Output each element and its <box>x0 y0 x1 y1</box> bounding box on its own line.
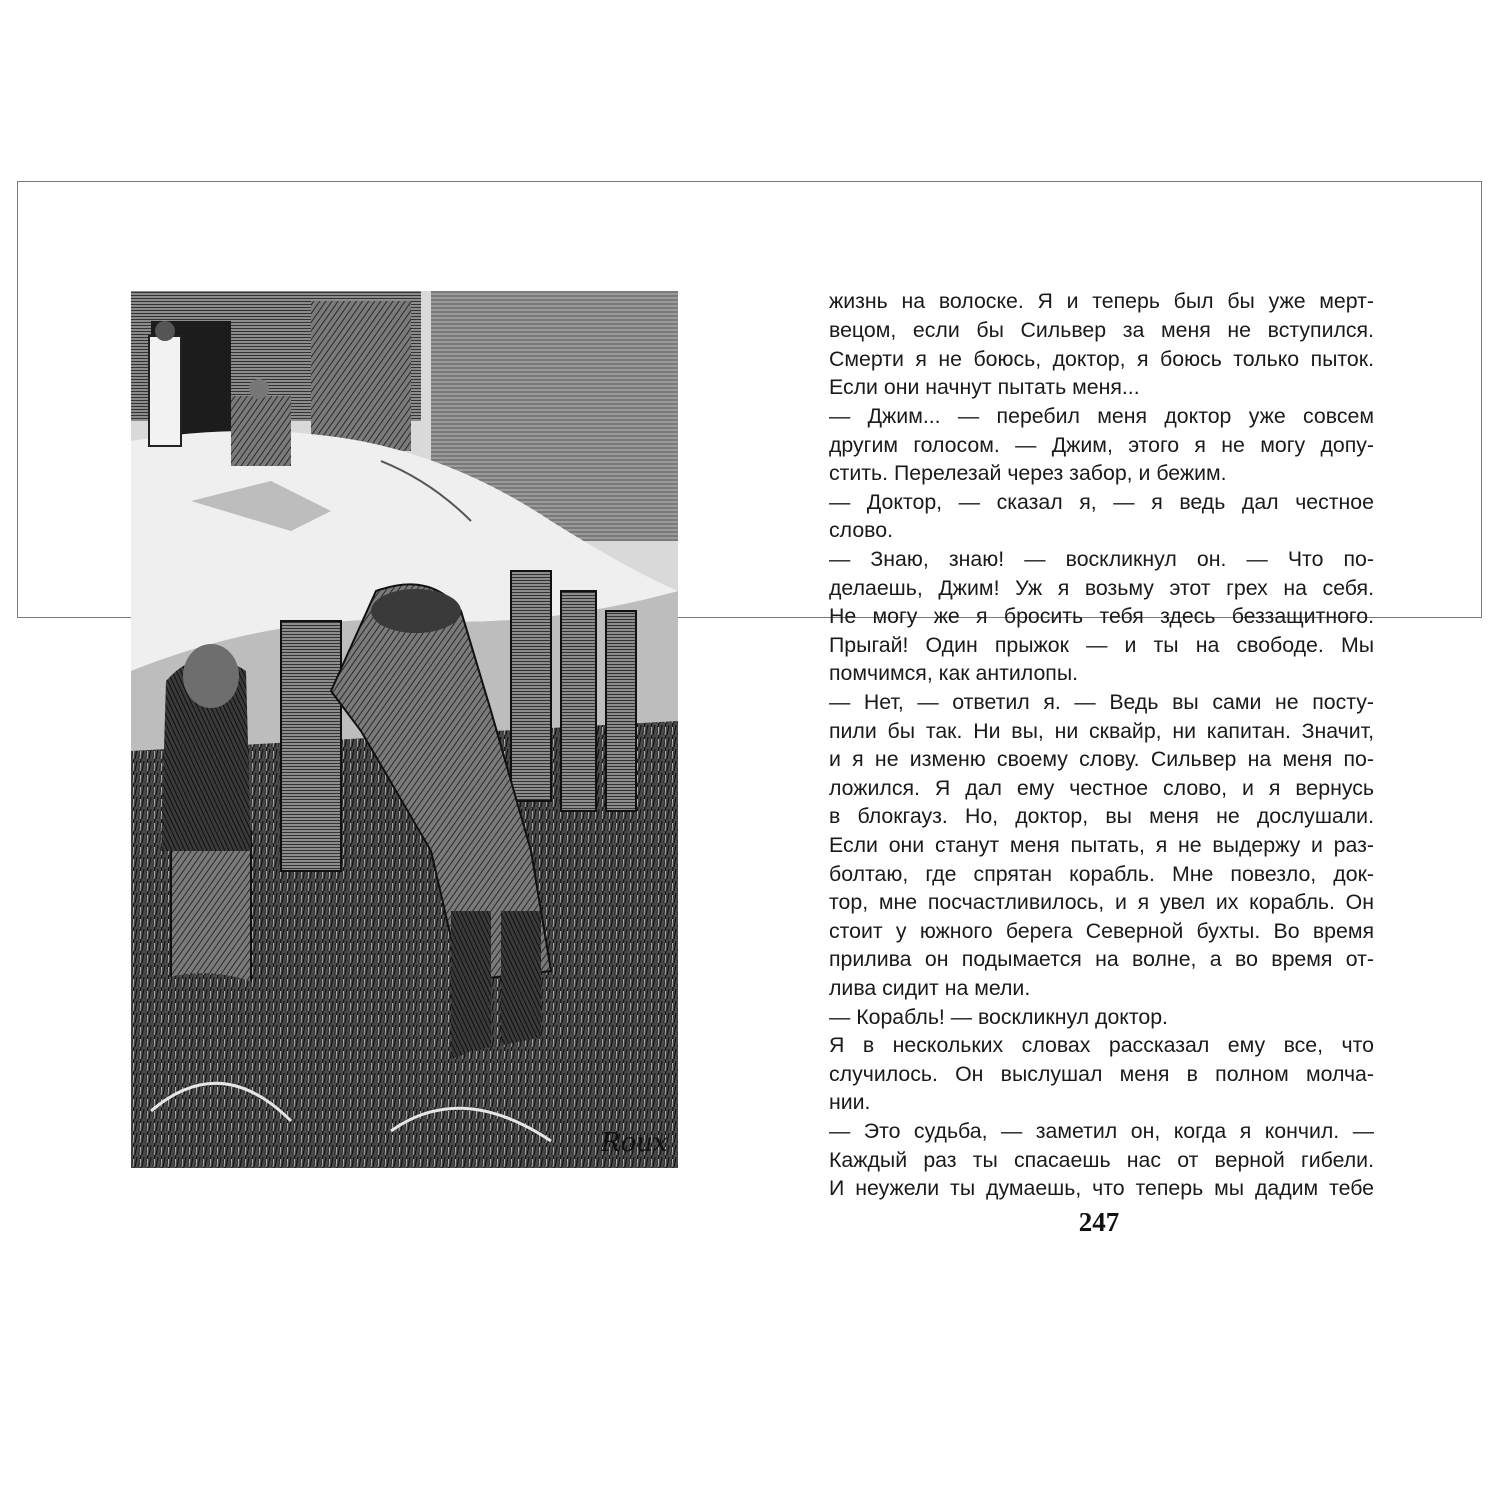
text-line: прилива он подымается на волне, а во время от- <box>829 947 1374 971</box>
text-line: стить. Перелезай через забор, и бежим. <box>829 461 1227 485</box>
text-line: ложился. Я дал ему честное слово, и я вернусь <box>829 776 1374 800</box>
text-line: вецом, если бы Сильвер за меня не вступился. <box>829 318 1374 342</box>
text-line: Смерти я не боюсь, доктор, я боюсь только пыток. <box>829 347 1374 371</box>
text-line: лива сидит на мели. <box>829 976 1031 1000</box>
text-line: Если они начнут пытать меня... <box>829 375 1140 399</box>
text-line: болтаю, где спрятан корабль. Мне повезло, док- <box>829 862 1374 886</box>
text-line: делаешь, Джим! Уж я возьму этот грех на себя. <box>829 576 1374 600</box>
text-line: Если они станут меня пытать, я не выдержу и раз- <box>829 833 1374 857</box>
text-line: И неужели ты думаешь, что теперь мы дадим тебе <box>829 1176 1374 1200</box>
engraver-signature: Roux <box>601 1128 668 1158</box>
text-line: в блокгауз. Но, доктор, вы меня не дослушали. <box>829 804 1374 828</box>
text-line: Прыгай! Один прыжок — и ты на свободе. Мы <box>829 633 1374 657</box>
text-line: нии. <box>829 1090 871 1114</box>
text-line: Каждый раз ты спасаешь нас от верной гибели. <box>829 1148 1374 1172</box>
text-line: — Джим... — перебил меня доктор уже совсем <box>829 404 1374 428</box>
text-line: помчимся, как антилопы. <box>829 661 1079 685</box>
text-line: жизнь на волоске. Я и теперь был бы уже мерт- <box>829 289 1374 313</box>
text-line: пили бы так. Ни вы, ни сквайр, ни капитан. Значит, <box>829 719 1374 743</box>
engraving-drawing <box>131 291 678 1168</box>
text-line: — Корабль! — воскликнул доктор. <box>829 1005 1168 1029</box>
text-line: — Доктор, — сказал я, — я ведь дал честное <box>829 490 1374 514</box>
text-line: слово. <box>829 518 893 542</box>
text-line: случилось. Он выслушал меня в полном молча- <box>829 1062 1374 1086</box>
text-line: — Нет, — ответил я. — Ведь вы сами не посту- <box>829 690 1374 714</box>
text-line: и я не изменю своему слову. Сильвер на меня по- <box>829 747 1374 771</box>
page-number: 247 <box>1078 1207 1120 1237</box>
text-line: Не могу же я бросить тебя здесь беззащитного. <box>829 604 1374 628</box>
text-line: тор, мне посчастливилось, и я увел их корабль. Он <box>829 890 1374 914</box>
text-line: Я в нескольких словах рассказал ему все, что <box>829 1033 1374 1057</box>
text-line: другим голосом. — Джим, этого я не могу допу- <box>829 433 1374 457</box>
text-line: — Это судьба, — заметил он, когда я кончил. — <box>829 1119 1374 1143</box>
text-line: — Знаю, знаю! — воскликнул он. — Что по- <box>829 547 1374 571</box>
text-line: стоит у южного берега Северной бухты. Во время <box>829 919 1374 943</box>
engraving-illustration <box>131 291 678 1168</box>
